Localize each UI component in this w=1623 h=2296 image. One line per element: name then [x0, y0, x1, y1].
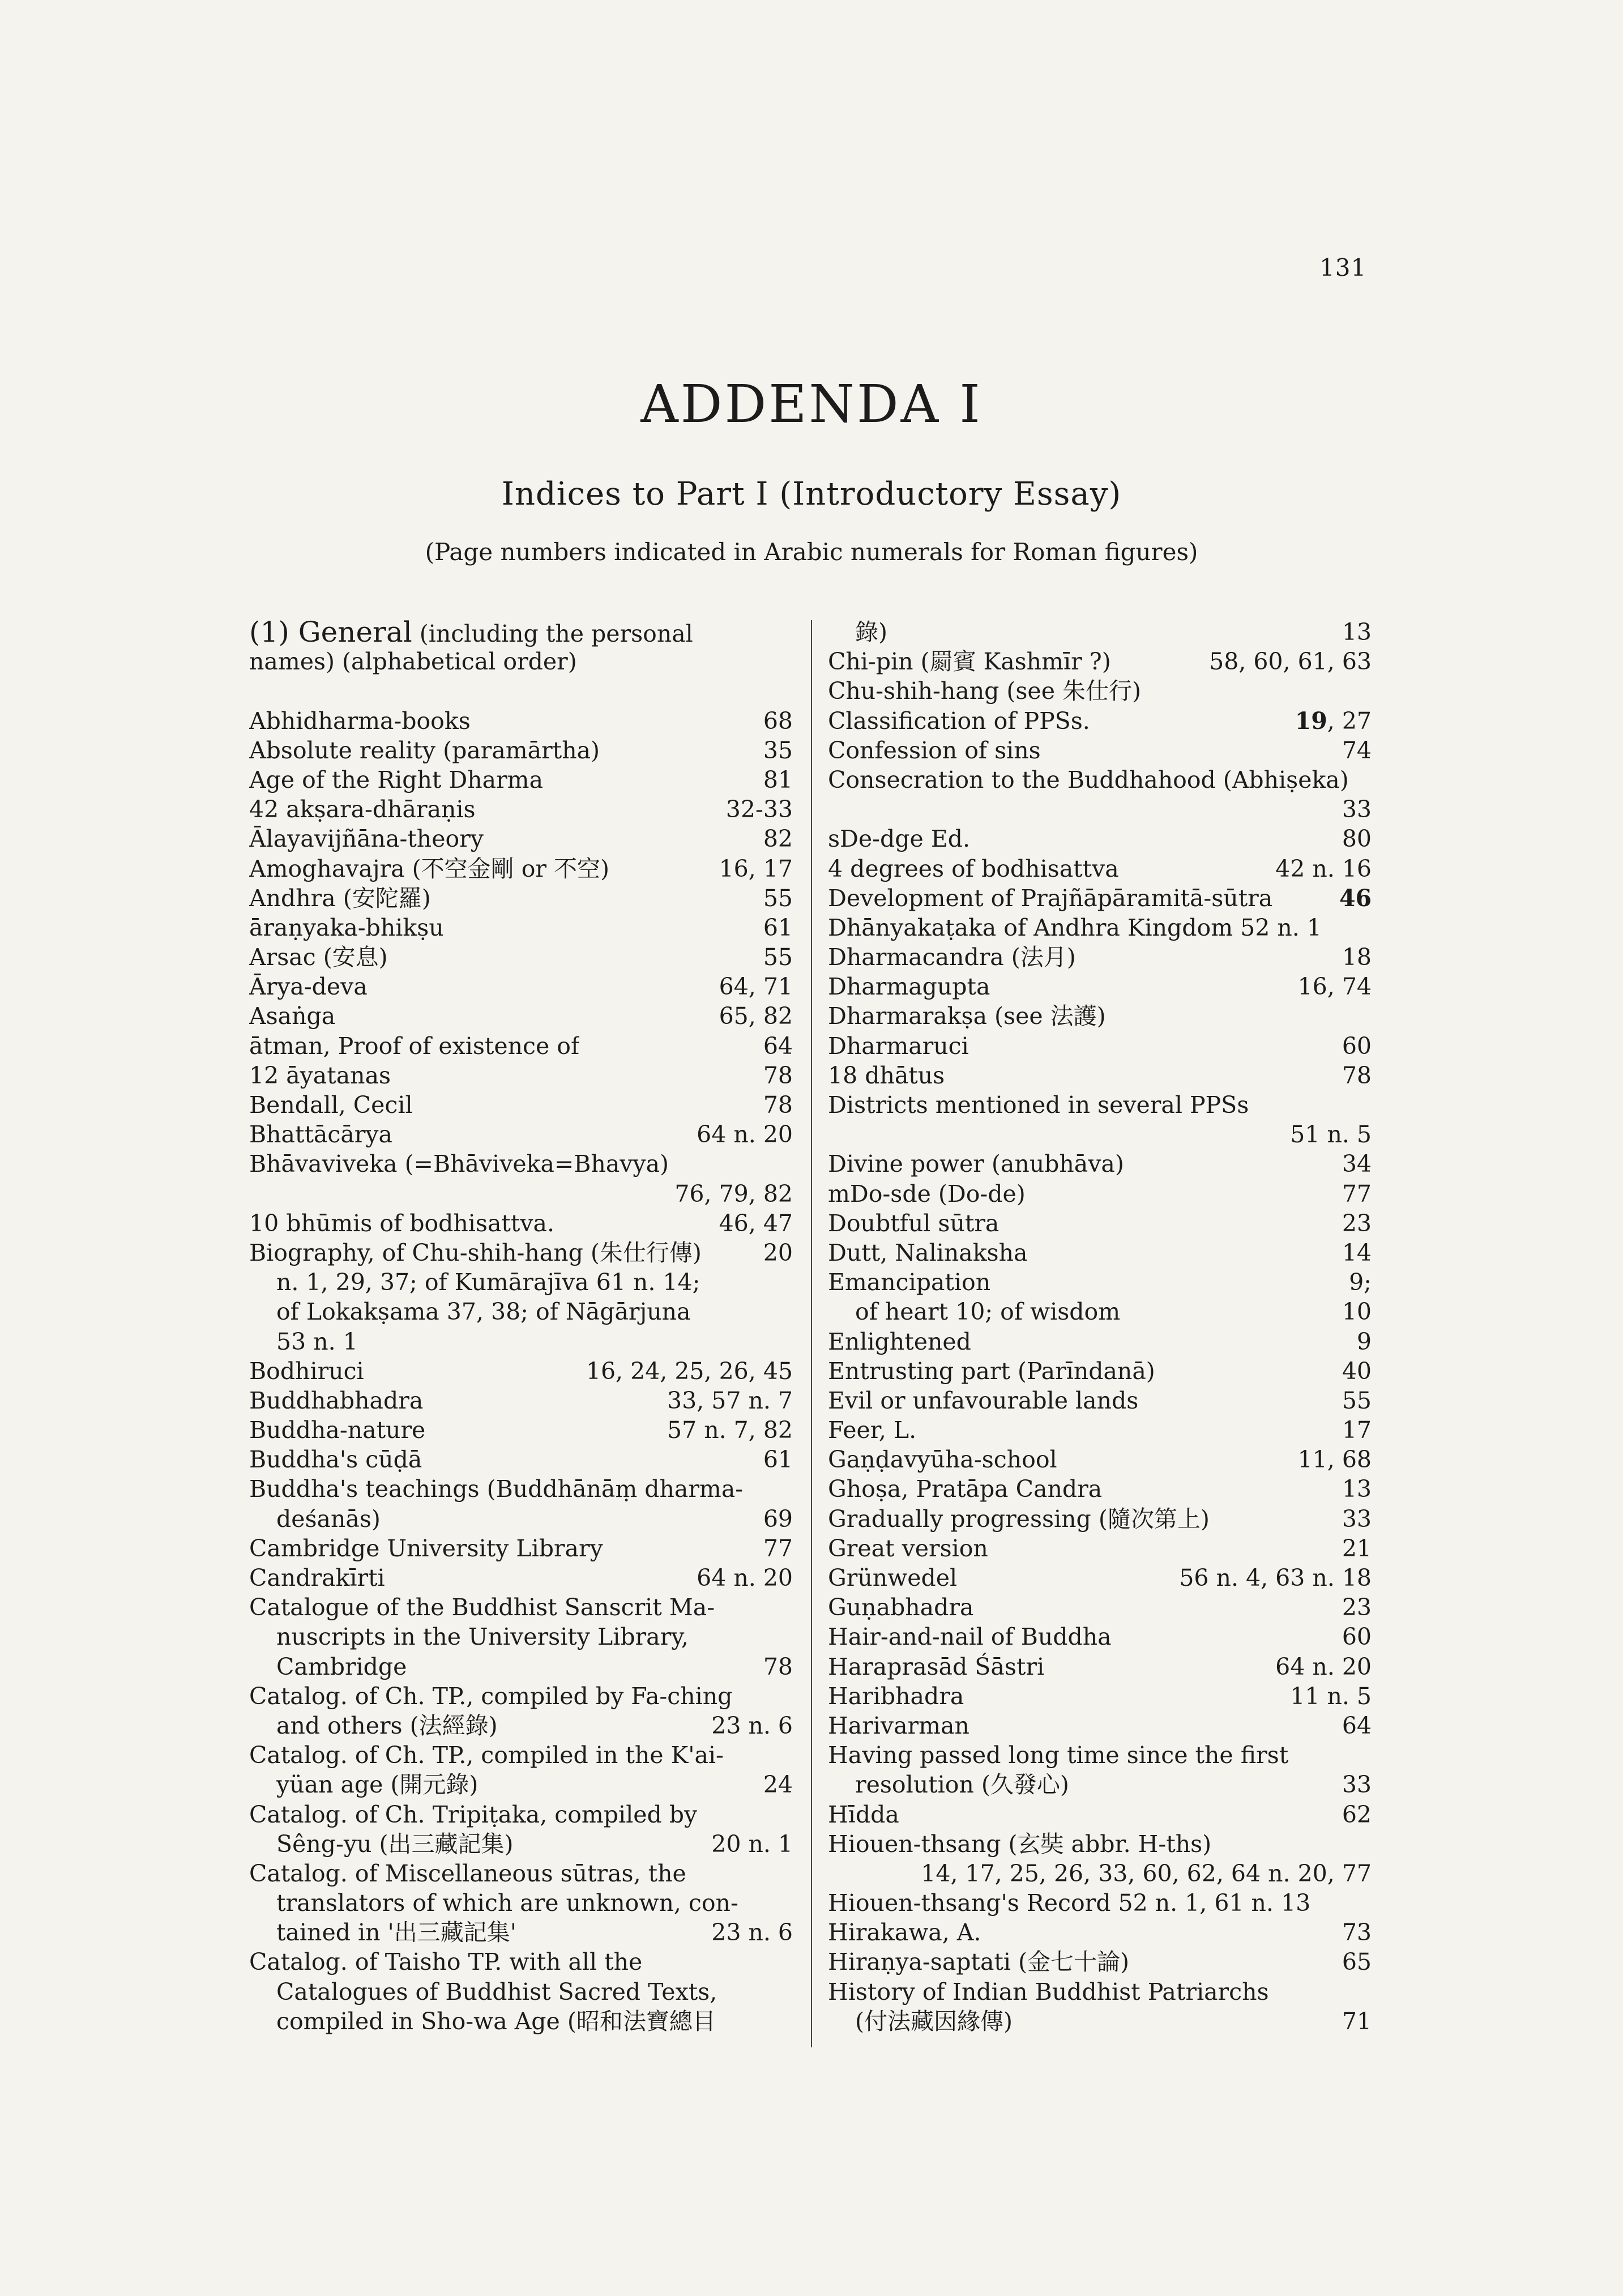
index-entry-pages: 65, 82	[719, 1002, 793, 1030]
index-entry	[249, 1120, 793, 1149]
index-entry	[828, 765, 1372, 795]
index-entry	[828, 1859, 1372, 1888]
index-entry-pages: 23	[1342, 1594, 1372, 1621]
index-entry	[828, 824, 1372, 853]
index-entry-pages: 20	[763, 1239, 793, 1266]
index-entry-term: āraṇyaka-bhikṣu	[249, 914, 444, 941]
index-entry-term: Classification of PPSs.	[828, 707, 1090, 735]
index-entry-term: Hair-and-nail of Buddha	[828, 1623, 1112, 1651]
index-entry-term: Feer, L.	[828, 1416, 917, 1444]
index-entry-pages: 64 n. 20	[697, 1121, 793, 1149]
index-entry	[249, 1445, 793, 1474]
index-entry	[249, 1179, 793, 1209]
index-entry	[828, 1711, 1372, 1740]
index-entry	[828, 795, 1372, 824]
index-entry-pages: 61	[763, 914, 793, 941]
index-entry-pages: 16, 24, 25, 26, 45	[586, 1357, 793, 1385]
index-entry	[249, 1918, 793, 1947]
index-entry-term: Cambridge University Library	[249, 1534, 603, 1562]
index-entry	[249, 1504, 793, 1534]
index-entry	[249, 1740, 793, 1770]
index-entry-term: Dhānyakaṭaka of Andhra Kingdom 52 n. 1	[828, 914, 1322, 941]
index-entry	[828, 1209, 1372, 1238]
index-entry	[249, 1711, 793, 1740]
index-entry-term: Districts mentioned in several PPSs	[828, 1091, 1249, 1119]
index-entry-term: Dharmacandra (法月)	[828, 944, 1076, 971]
index-entry-term: Doubtful sūtra	[828, 1209, 1000, 1237]
index-entry-pages: 33	[1342, 796, 1372, 823]
index-entry-term: 10 bhūmis of bodhisattva.	[249, 1209, 554, 1237]
index-entry	[828, 1947, 1372, 1977]
index-entry-pages: 51 n. 5	[1290, 1121, 1372, 1149]
index-entry	[249, 1800, 793, 1829]
index-entry-term: Divine power (anubhāva)	[828, 1150, 1124, 1178]
index-entry	[249, 1356, 793, 1386]
index-entry-pages: 57 n. 7, 82	[667, 1416, 793, 1444]
index-entry-pages: 78	[763, 1653, 793, 1680]
index-entry	[249, 736, 793, 765]
index-entry-pages: 78	[763, 1091, 793, 1119]
index-entry	[828, 972, 1372, 1001]
index-entry	[828, 1534, 1372, 1563]
blank-line	[249, 676, 793, 706]
index-entry-pages: 55	[763, 944, 793, 971]
index-entry-term: Cambridge	[276, 1653, 407, 1680]
index-entries-right	[828, 617, 1372, 2036]
index-entry	[249, 1859, 793, 1888]
index-entry	[828, 1327, 1372, 1356]
index-entry	[249, 1682, 793, 1711]
index-entry-term: n. 1, 29, 37; of Kumārajīva 61 n. 14;	[276, 1269, 701, 1296]
section-heading-main: (1) General	[249, 617, 412, 648]
index-entry	[249, 1415, 793, 1445]
index-entry-term: 錄)	[855, 618, 887, 646]
index-entry-term: Catalog. of Ch. TP., compiled by Fa-ching	[249, 1682, 733, 1710]
index-entry	[828, 1149, 1372, 1179]
index-entry	[828, 1120, 1372, 1149]
index-entry-pages: 64 n. 20	[697, 1564, 793, 1591]
index-entry	[828, 706, 1372, 736]
index-entry-term: (付法藏因緣傳)	[855, 2007, 1013, 2035]
index-entry-term: Bendall, Cecil	[249, 1091, 413, 1119]
index-entry	[249, 1386, 793, 1415]
index-entry-term: Grünwedel	[828, 1564, 958, 1591]
index-entry	[828, 1918, 1372, 1947]
index-entry-term: Chu-shih-hang (see 朱仕行)	[828, 677, 1141, 705]
index-entry	[828, 2007, 1372, 2036]
index-entry-pages: 68	[763, 707, 793, 735]
index-entry	[828, 1061, 1372, 1090]
index-entry-pages: 81	[763, 766, 793, 793]
index-entry-pages: 71	[1342, 2007, 1372, 2035]
index-entry	[828, 1977, 1372, 2007]
index-entry	[828, 1888, 1372, 1918]
index-entry-term: tained in '出三藏記集'	[276, 1919, 517, 1947]
index-entry-pages: 33	[1342, 1505, 1372, 1533]
index-entry-term: Hiouen-thsang's Record 52 n. 1, 61 n. 13	[828, 1889, 1311, 1917]
index-entry-term: compiled in Sho-wa Age (昭和法寶總目	[276, 2007, 716, 2035]
index-entry	[249, 1770, 793, 1799]
index-entry	[828, 1770, 1372, 1799]
index-entry-term: Chi-pin (罽賓 Kashmīr ?)	[828, 648, 1111, 676]
index-entry-term: yüan age (開元錄)	[276, 1771, 479, 1799]
index-entry-term: Candrakīrti	[249, 1564, 385, 1591]
index-entry	[828, 1593, 1372, 1622]
index-entry-term: Gradually progressing (隨次第上)	[828, 1505, 1210, 1533]
index-entry-pages: 9;	[1349, 1269, 1372, 1296]
index-entry-term: Harivarman	[828, 1712, 969, 1739]
index-entry-term: Having passed long time since the first	[828, 1742, 1289, 1769]
index-entry-term: Consecration to the Buddhahood (Abhiṣeka)	[828, 766, 1349, 793]
page-title: ADDENDA I	[640, 374, 983, 434]
index-entry-term: Enlightened	[828, 1328, 971, 1355]
index-entry-term: 14, 17, 25, 26, 33, 60, 62, 64 n. 20, 77	[921, 1859, 1372, 1887]
index-entry-term: of Lokakṣama 37, 38; of Nāgārjuna	[276, 1298, 691, 1326]
index-entry-pages: 24	[763, 1771, 793, 1799]
index-entry	[249, 2007, 793, 2036]
index-entry	[249, 1829, 793, 1859]
index-entry	[828, 884, 1372, 913]
index-entries-left	[249, 706, 793, 2036]
index-entry	[249, 1622, 793, 1651]
index-entry-pages: 77	[763, 1534, 793, 1562]
subtitle: Indices to Part I (Introductory Essay)	[501, 476, 1122, 513]
index-entry	[828, 1563, 1372, 1593]
index-entry	[249, 1149, 793, 1179]
index-entry-pages: 17	[1342, 1416, 1372, 1444]
index-entry-pages: 33, 57 n. 7	[667, 1386, 793, 1414]
index-entry-term: Buddhabhadra	[249, 1386, 424, 1414]
index-entry-term: Emancipation	[828, 1269, 991, 1296]
index-entry	[249, 942, 793, 972]
section-heading	[249, 617, 793, 647]
index-entry-term: Catalogue of the Buddhist Sanscrit Ma-	[249, 1594, 715, 1621]
index-entry	[828, 647, 1372, 676]
index-entry	[828, 736, 1372, 765]
section-heading-rest: (including the personal	[412, 620, 693, 647]
index-entry-term: of heart 10; of wisdom	[855, 1298, 1121, 1326]
index-entry	[828, 1740, 1372, 1770]
index-column-right	[828, 617, 1372, 2036]
index-entry-term: Ghoṣa, Pratāpa Candra	[828, 1475, 1103, 1503]
index-entry-term: 42 akṣara-dhāraṇis	[249, 796, 476, 823]
index-entry-pages: 55	[1342, 1386, 1372, 1414]
index-entry-term: 12 āyatanas	[249, 1061, 391, 1089]
index-entry-term: Development of Prajñāpāramitā-sūtra	[828, 884, 1273, 912]
index-entry	[828, 913, 1372, 942]
index-entry-pages: 73	[1342, 1919, 1372, 1947]
index-entry-pages: 60	[1342, 1032, 1372, 1060]
index-entry-term: Guṇabhadra	[828, 1594, 974, 1621]
index-entry-term: Confession of sins	[828, 736, 1041, 764]
index-entry	[249, 824, 793, 853]
index-entry-pages: 13	[1342, 618, 1372, 646]
index-entry-term: Haraprasād Śāstri	[828, 1653, 1045, 1680]
index-entry-pages: 62	[1342, 1800, 1372, 1828]
index-entry	[828, 1445, 1372, 1474]
index-entry	[828, 1682, 1372, 1711]
index-entry	[828, 942, 1372, 972]
index-entry	[828, 1829, 1372, 1859]
index-entry-pages: 16, 74	[1297, 973, 1372, 1001]
index-entry-term: Dharmagupta	[828, 973, 990, 1001]
index-entry-term: Abhidharma-books	[249, 707, 471, 735]
index-entry	[249, 1888, 793, 1918]
index-entry-pages: 10	[1342, 1298, 1372, 1326]
index-entry-pages: 78	[1342, 1061, 1372, 1089]
index-entry-term: Ārya-deva	[249, 973, 368, 1001]
index-entry-pages: 64 n. 20	[1275, 1653, 1372, 1680]
index-entry-pages: 16, 17	[719, 855, 793, 882]
index-entry-term: Catalog. of Ch. TP., compiled in the K'ai-	[249, 1742, 724, 1769]
index-entry-term: translators of which are unknown, con-	[276, 1889, 738, 1917]
index-entry-pages: 13	[1342, 1475, 1372, 1503]
index-entry-term: Catalog. of Miscellaneous sūtras, the	[249, 1859, 686, 1887]
index-entry	[828, 1238, 1372, 1268]
index-entry	[828, 1652, 1372, 1682]
index-entry-pages: 82	[763, 825, 793, 853]
index-entry	[249, 854, 793, 884]
index-entry	[249, 1947, 793, 1977]
index-entry-term: deśanās)	[276, 1505, 381, 1533]
index-entry	[249, 913, 793, 942]
index-entry-pages: 21	[1342, 1534, 1372, 1562]
index-entry-term: Evil or unfavourable lands	[828, 1386, 1139, 1414]
index-entry-pages: 64, 71	[719, 973, 793, 1001]
index-entry	[828, 1268, 1372, 1297]
index-entry-term: Dharmaruci	[828, 1032, 969, 1060]
index-entry	[249, 1534, 793, 1563]
index-entry-term: Arsac (安息)	[249, 944, 388, 971]
index-entry-pages: 55	[763, 884, 793, 912]
index-entry-term: Great version	[828, 1534, 988, 1562]
index-entry	[828, 1800, 1372, 1829]
index-entry-term: Buddha-nature	[249, 1416, 426, 1444]
index-entry	[249, 1563, 793, 1593]
index-entry-term: Age of the Right Dharma	[249, 766, 544, 793]
index-entry-pages: 33	[1342, 1771, 1372, 1799]
index-entry-term: Haribhadra	[828, 1682, 964, 1710]
index-entry-term: 4 degrees of bodhisattva	[828, 855, 1119, 882]
index-entry-pages: 23 n. 6	[711, 1712, 793, 1739]
index-entry-term: sDe-dge Ed.	[828, 825, 971, 853]
index-entry	[828, 1356, 1372, 1386]
index-entry	[828, 1001, 1372, 1031]
index-entry-term: Entrusting part (Parīndanā)	[828, 1357, 1155, 1385]
index-entry-pages: 58, 60, 61, 63	[1209, 648, 1372, 676]
index-entry-term: Bhattācārya	[249, 1121, 392, 1149]
index-entry-term: Amoghavajra (不空金剛 or 不空)	[249, 855, 609, 882]
index-column-left	[249, 617, 793, 2036]
index-entry	[249, 795, 793, 824]
index-entry	[249, 1031, 793, 1061]
column-divider	[811, 620, 812, 2047]
index-entry-pages: 77	[1342, 1180, 1372, 1207]
index-entry	[828, 1415, 1372, 1445]
index-entry-pages: 35	[763, 736, 793, 764]
index-entry-term: 18 dhātus	[828, 1061, 945, 1089]
index-entry-pages: 34	[1342, 1150, 1372, 1178]
index-entry	[828, 1090, 1372, 1120]
index-entry-term: 53 n. 1	[276, 1328, 358, 1355]
index-entry-term: Hiraṇya-saptati (金七十論)	[828, 1948, 1130, 1976]
index-entry	[249, 1209, 793, 1238]
index-entry	[249, 1268, 793, 1297]
index-entry-term: nuscripts in the University Library,	[276, 1623, 689, 1651]
index-entry-term: Ālayavijñāna-theory	[249, 825, 484, 853]
index-entry-term: ātman, Proof of existence of	[249, 1032, 580, 1060]
index-entry-term: Hīdda	[828, 1800, 899, 1828]
index-entry	[249, 1593, 793, 1622]
index-entry-term: Buddha's teachings (Buddhānāṃ dharma-	[249, 1475, 744, 1503]
index-entry-pages: 20 n. 1	[711, 1830, 793, 1858]
index-entry	[828, 1297, 1372, 1326]
index-entry-pages: 76, 79, 82	[674, 1180, 793, 1207]
index-entry-pages: 18	[1342, 944, 1372, 971]
index-entry	[828, 1386, 1372, 1415]
index-entry-term: Catalog. of Ch. Tripiṭaka, compiled by	[249, 1800, 698, 1828]
index-entry-term: History of Indian Buddhist Patriarchs	[828, 1978, 1269, 2005]
index-entry-term: Andhra (安陀羅)	[249, 884, 431, 912]
index-entry	[828, 676, 1372, 706]
index-entry-pages: 40	[1342, 1357, 1372, 1385]
index-entry-term: Bhāvaviveka (=Bhāviveka=Bhavya)	[249, 1150, 669, 1178]
index-entry-pages: 74	[1342, 736, 1372, 764]
index-entry	[828, 617, 1372, 647]
index-entry	[249, 1327, 793, 1356]
index-entry-pages: 23 n. 6	[711, 1919, 793, 1947]
index-entry-pages: 60	[1342, 1623, 1372, 1651]
index-entry	[249, 884, 793, 913]
index-entry	[828, 1504, 1372, 1534]
index-entry-term: Absolute reality (paramārtha)	[249, 736, 600, 764]
index-entry-pages: 56 n. 4, 63 n. 18	[1179, 1564, 1372, 1591]
index-entry-pages: 69	[763, 1505, 793, 1533]
index-entry-pages: 9	[1356, 1328, 1372, 1355]
index-entry-term: Buddha's cūḍā	[249, 1446, 422, 1474]
index-entry-pages: 11, 68	[1297, 1446, 1372, 1474]
index-entry-pages: 61	[763, 1446, 793, 1474]
index-entry	[249, 765, 793, 795]
index-entry-pages: 46, 47	[719, 1209, 793, 1237]
page-number: 131	[1319, 254, 1367, 281]
index-entry-pages: 19, 27	[1295, 707, 1372, 735]
index-entry-term: Bodhiruci	[249, 1357, 364, 1385]
index-entry-pages: 64	[1342, 1712, 1372, 1739]
index-entry-term: Sêng-yu (出三藏記集)	[276, 1830, 514, 1858]
section-heading-line2: names) (alphabetical order)	[249, 648, 577, 676]
index-entry-term: Asaṅga	[249, 1002, 336, 1030]
index-entry-pages: 64	[763, 1032, 793, 1060]
index-entry-term: Gaṇḍavyūha-school	[828, 1446, 1057, 1474]
index-entry-term: Biography, of Chu-shih-hang (朱仕行傳)	[249, 1239, 702, 1266]
index-entry	[249, 1977, 793, 2007]
index-entry-term: Catalog. of Taisho TP. with all the	[249, 1948, 643, 1976]
index-entry-pages: 46	[1339, 884, 1372, 912]
index-entry-term: and others (法經錄)	[276, 1712, 498, 1739]
index-entry	[249, 1474, 793, 1504]
index-entry-term: Catalogues of Buddhist Sacred Texts,	[276, 1978, 717, 2005]
index-entry-pages: 65	[1342, 1948, 1372, 1976]
index-entry	[249, 1001, 793, 1031]
index-entry-pages: 42 n. 16	[1275, 855, 1372, 882]
index-entry-pages: 11 n. 5	[1290, 1682, 1372, 1710]
index-entry-term: Hiouen-thsang (玄奘 abbr. H-ths)	[828, 1830, 1212, 1858]
index-entry	[249, 1652, 793, 1682]
index-entry	[249, 706, 793, 736]
index-entry-term: mDo-sde (Do-de)	[828, 1180, 1026, 1207]
index-entry-term: Hirakawa, A.	[828, 1919, 981, 1947]
page-number-note: (Page numbers indicated in Arabic numerals for Roman figures)	[425, 538, 1198, 566]
index-entry	[828, 1031, 1372, 1061]
index-entry	[828, 1179, 1372, 1209]
index-entry-term: Dutt, Nalinaksha	[828, 1239, 1028, 1266]
index-entry-pages: 80	[1342, 825, 1372, 853]
index-entry-pages: 78	[763, 1061, 793, 1089]
index-entry-pages: 23	[1342, 1209, 1372, 1237]
index-entry	[249, 1238, 793, 1268]
index-entry-term: resolution (久發心)	[855, 1771, 1069, 1799]
index-entry	[249, 1061, 793, 1090]
index-entry-pages: 32-33	[725, 796, 793, 823]
index-entry	[828, 1622, 1372, 1651]
index-entry	[249, 1090, 793, 1120]
index-entry	[249, 1297, 793, 1326]
index-entry	[828, 854, 1372, 884]
index-entry-term: Dharmarakṣa (see 法護)	[828, 1002, 1106, 1030]
index-entry	[249, 972, 793, 1001]
index-entry	[828, 1474, 1372, 1504]
index-entry-pages: 14	[1342, 1239, 1372, 1266]
